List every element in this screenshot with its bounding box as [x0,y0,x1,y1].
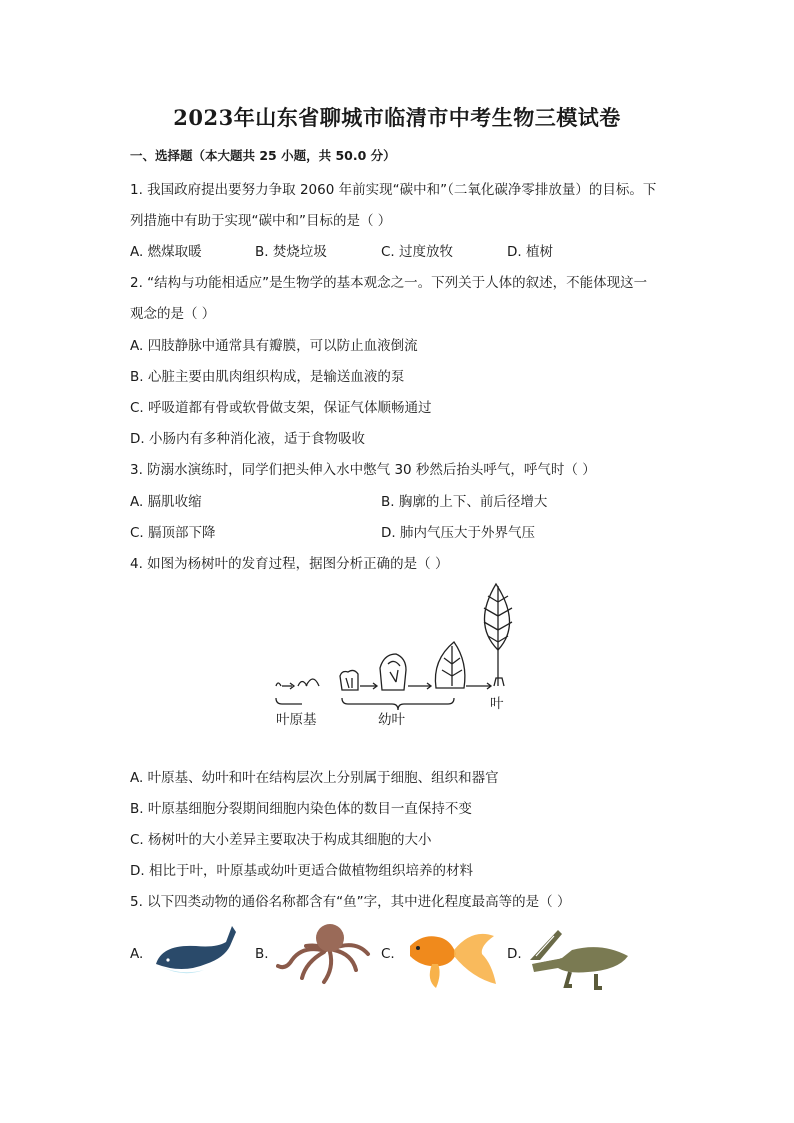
q1-option-a[interactable]: A. 燃煤取暖 [130,244,202,260]
q2-stem-line2: 观念的是（ ） [130,306,216,322]
young-leaf-2 [380,654,406,690]
q2-option-b[interactable]: B. 心脏主要由肌肉组织构成，是输送血液的泵 [130,369,405,385]
label-young-leaf: 幼叶 [378,712,405,728]
octopus-icon [276,920,376,992]
q1-option-b[interactable]: B. 焚烧垃圾 [255,244,327,260]
q3-option-b[interactable]: B. 胸廓的上下、前后径增大 [381,494,548,510]
section-heading: 一、选择题（本大题共 25 小题，共 50.0 分） [130,148,396,163]
mature-leaf [484,584,509,650]
q5-stem: 5. 以下四类动物的通俗名称都含有“鱼”字，其中进化程度最高等的是（ ） [130,894,571,910]
q1-option-d[interactable]: D. 植树 [507,244,553,260]
young-leaf-3 [435,642,465,688]
goldfish-icon [402,920,506,996]
label-primordium: 叶原基 [276,712,317,728]
whale-icon [150,920,240,992]
primordium-shape-1 [276,683,281,686]
label-leaf: 叶 [490,696,504,712]
q1-stem-line2: 列措施中有助于实现“碳中和”目标的是（ ） [130,213,392,229]
crocodile-icon [526,920,634,996]
q3-option-a[interactable]: A. 膈肌收缩 [130,494,202,510]
q2-option-d[interactable]: D. 小肠内有多种消化液，适于食物吸收 [130,431,365,447]
q5-option-a[interactable]: A. [130,946,144,962]
q5-option-c[interactable]: C. [381,946,395,962]
q3-stem: 3. 防溺水演练时，同学们把头伸入水中憋气 30 秒然后抬头呼气，呼气时（ ） [130,462,596,478]
q1-stem-line1: 1. 我国政府提出要努力争取 2060 年前实现“碳中和”（二氧化碳净零排放量）的目标。下 [130,182,657,198]
leaf-development-figure [268,574,528,734]
q4-option-a[interactable]: A. 叶原基、幼叶和叶在结构层次上分别属于细胞、组织和器官 [130,770,499,786]
q3-option-c[interactable]: C. 膈顶部下降 [130,525,216,541]
q4-option-c[interactable]: C. 杨树叶的大小差异主要取决于构成其细胞的大小 [130,832,432,848]
q4-option-b[interactable]: B. 叶原基细胞分裂期间细胞内染色体的数目一直保持不变 [130,801,472,817]
q2-option-c[interactable]: C. 呼吸道都有骨或软骨做支架，保证气体顺畅通过 [130,400,432,416]
q3-option-d[interactable]: D. 肺内气压大于外界气压 [381,525,535,541]
q4-option-d[interactable]: D. 相比于叶，叶原基或幼叶更适合做植物组织培养的材料 [130,863,473,879]
q2-option-a[interactable]: A. 四肢静脉中通常具有瓣膜，可以防止血液倒流 [130,338,418,354]
q4-stem: 4. 如图为杨树叶的发育过程，据图分析正确的是（ ） [130,556,449,572]
q1-option-c[interactable]: C. 过度放牧 [381,244,454,260]
q5-option-d[interactable]: D. [507,946,522,962]
q2-stem-line1: 2. “结构与功能相适应”是生物学的基本观念之一。下列关于人体的叙述，不能体现这一 [130,275,648,291]
page-title: 2023年山东省聊城市临清市中考生物三模试卷 [173,105,621,130]
q5-option-b[interactable]: B. [255,946,269,962]
